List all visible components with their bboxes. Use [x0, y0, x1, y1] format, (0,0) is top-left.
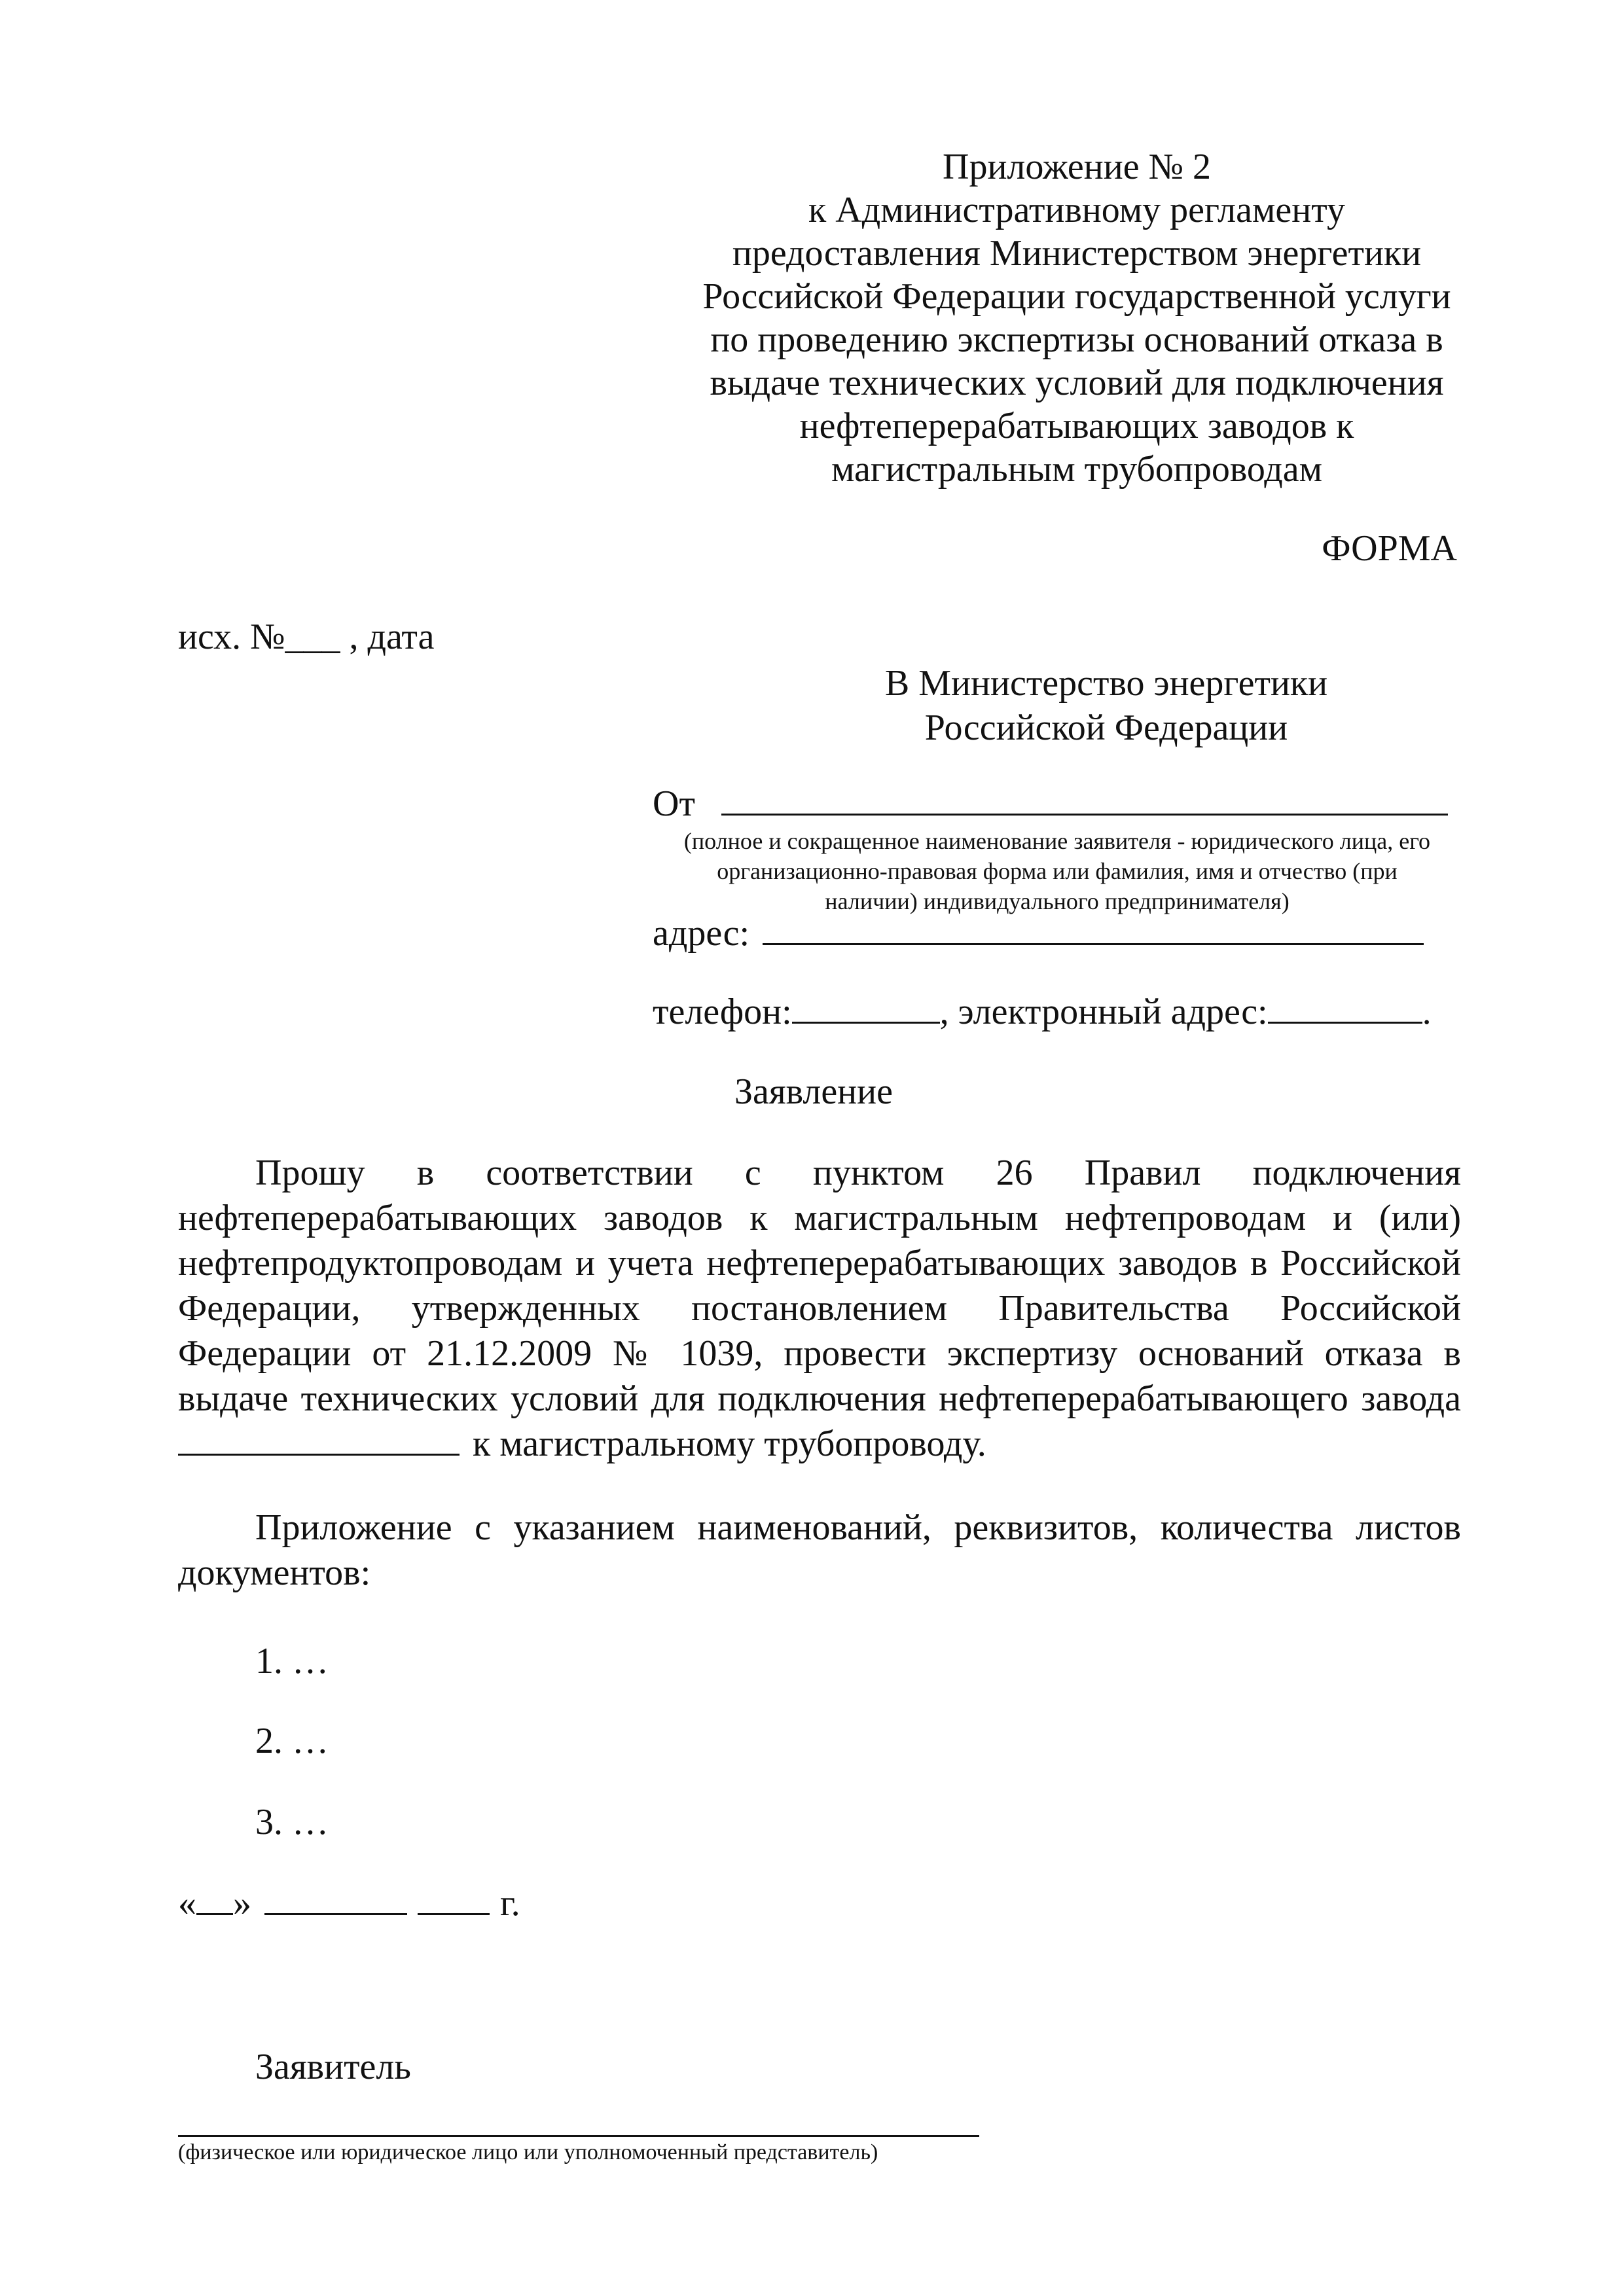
- phone-field-line[interactable]: [792, 1022, 940, 1024]
- signature-line[interactable]: [178, 2135, 979, 2137]
- attachment-text: Приложение с указанием наименований, реквизитов, количества листов документов:: [178, 1507, 1461, 1593]
- address-label: адрес:: [653, 913, 750, 954]
- recipient-line: Российской Федерации: [924, 708, 1288, 748]
- from-label: От: [653, 783, 695, 824]
- body-last-text: к магистральному трубопроводу.: [473, 1424, 986, 1464]
- plant-name-field-line[interactable]: [178, 1454, 460, 1456]
- phone-row-end: .: [1422, 992, 1432, 1032]
- phone-label: телефон:: [653, 992, 792, 1032]
- body-line: нефтеперерабатывающих заводов к магистральным нефтепроводам и (или): [178, 1198, 1461, 1238]
- appendix-line: Российской Федерации государственной услуги: [702, 276, 1451, 317]
- email-label: , электронный адрес:: [939, 992, 1268, 1032]
- date-quote-close: »: [233, 1883, 251, 1924]
- day-field-line[interactable]: [196, 1913, 233, 1915]
- email-field-line[interactable]: [1268, 1022, 1422, 1024]
- address-field-line[interactable]: [763, 943, 1424, 945]
- body-line: Федерации от 21.12.2009 № 1039, провести экспертизу оснований отказа в: [178, 1333, 1461, 1374]
- applicant-label: Заявитель: [255, 2047, 411, 2087]
- body-line: Федерации, утвержденных постановлением Правительства Российской: [178, 1288, 1461, 1329]
- appendix-line: нефтеперерабатывающих заводов к: [799, 406, 1354, 446]
- statement-body: [178, 1151, 1461, 1467]
- outgoing-number-date: исх. №___ , дата: [178, 617, 435, 657]
- body-line: выдаче технических условий для подключения нефтеперерабатывающего завода: [178, 1378, 1461, 1419]
- attachment-item: 2. …: [255, 1721, 329, 1761]
- from-row: [653, 783, 1448, 825]
- from-field-note: [641, 826, 1473, 916]
- recipient-line: В Министерство энергетики: [884, 663, 1328, 704]
- statement-title: Заявление: [734, 1071, 893, 1112]
- appendix-line: к Административному регламенту: [808, 190, 1345, 230]
- body-line: нефтепродуктопроводам и учета нефтеперерабатывающих заводов в Российской: [178, 1243, 1461, 1283]
- signature-note: (физическое или юридическое лицо или уполномоченный представитель): [178, 2140, 878, 2164]
- form-label: ФОРМА: [1322, 528, 1457, 569]
- appendix-header: [674, 145, 1479, 491]
- year-field-line[interactable]: [418, 1913, 490, 1915]
- appendix-line: магистральным трубопроводам: [831, 449, 1323, 490]
- from-note-line: организационно-правовая форма или фамилия, имя и отчество (при: [717, 858, 1398, 884]
- body-line: Прошу в соответствии с пунктом 26 Правил подключения: [255, 1153, 1461, 1193]
- from-note-line: наличии) индивидуального предпринимателя): [825, 888, 1290, 914]
- from-field-line[interactable]: [721, 814, 1448, 816]
- address-row: [653, 912, 1424, 954]
- body-last-line: [178, 1422, 1461, 1467]
- phone-email-row: [653, 991, 1432, 1033]
- appendix-line: выдаче технических условий для подключения: [710, 363, 1444, 403]
- recipient-block: [785, 661, 1427, 750]
- year-suffix: г.: [500, 1883, 520, 1924]
- appendix-line: по проведению экспертизы оснований отказа в: [710, 319, 1443, 360]
- date-row: [178, 1882, 520, 1924]
- month-field-line[interactable]: [264, 1913, 407, 1915]
- attachment-item: 3. …: [255, 1802, 329, 1842]
- appendix-line: Приложение № 2: [943, 147, 1211, 187]
- appendix-line: предоставления Министерством энергетики: [732, 233, 1422, 274]
- date-quote-open: «: [178, 1883, 196, 1924]
- attachment-item: 1. …: [255, 1641, 329, 1681]
- from-note-line: (полное и сокращенное наименование заявителя - юридического лица, его: [683, 828, 1431, 854]
